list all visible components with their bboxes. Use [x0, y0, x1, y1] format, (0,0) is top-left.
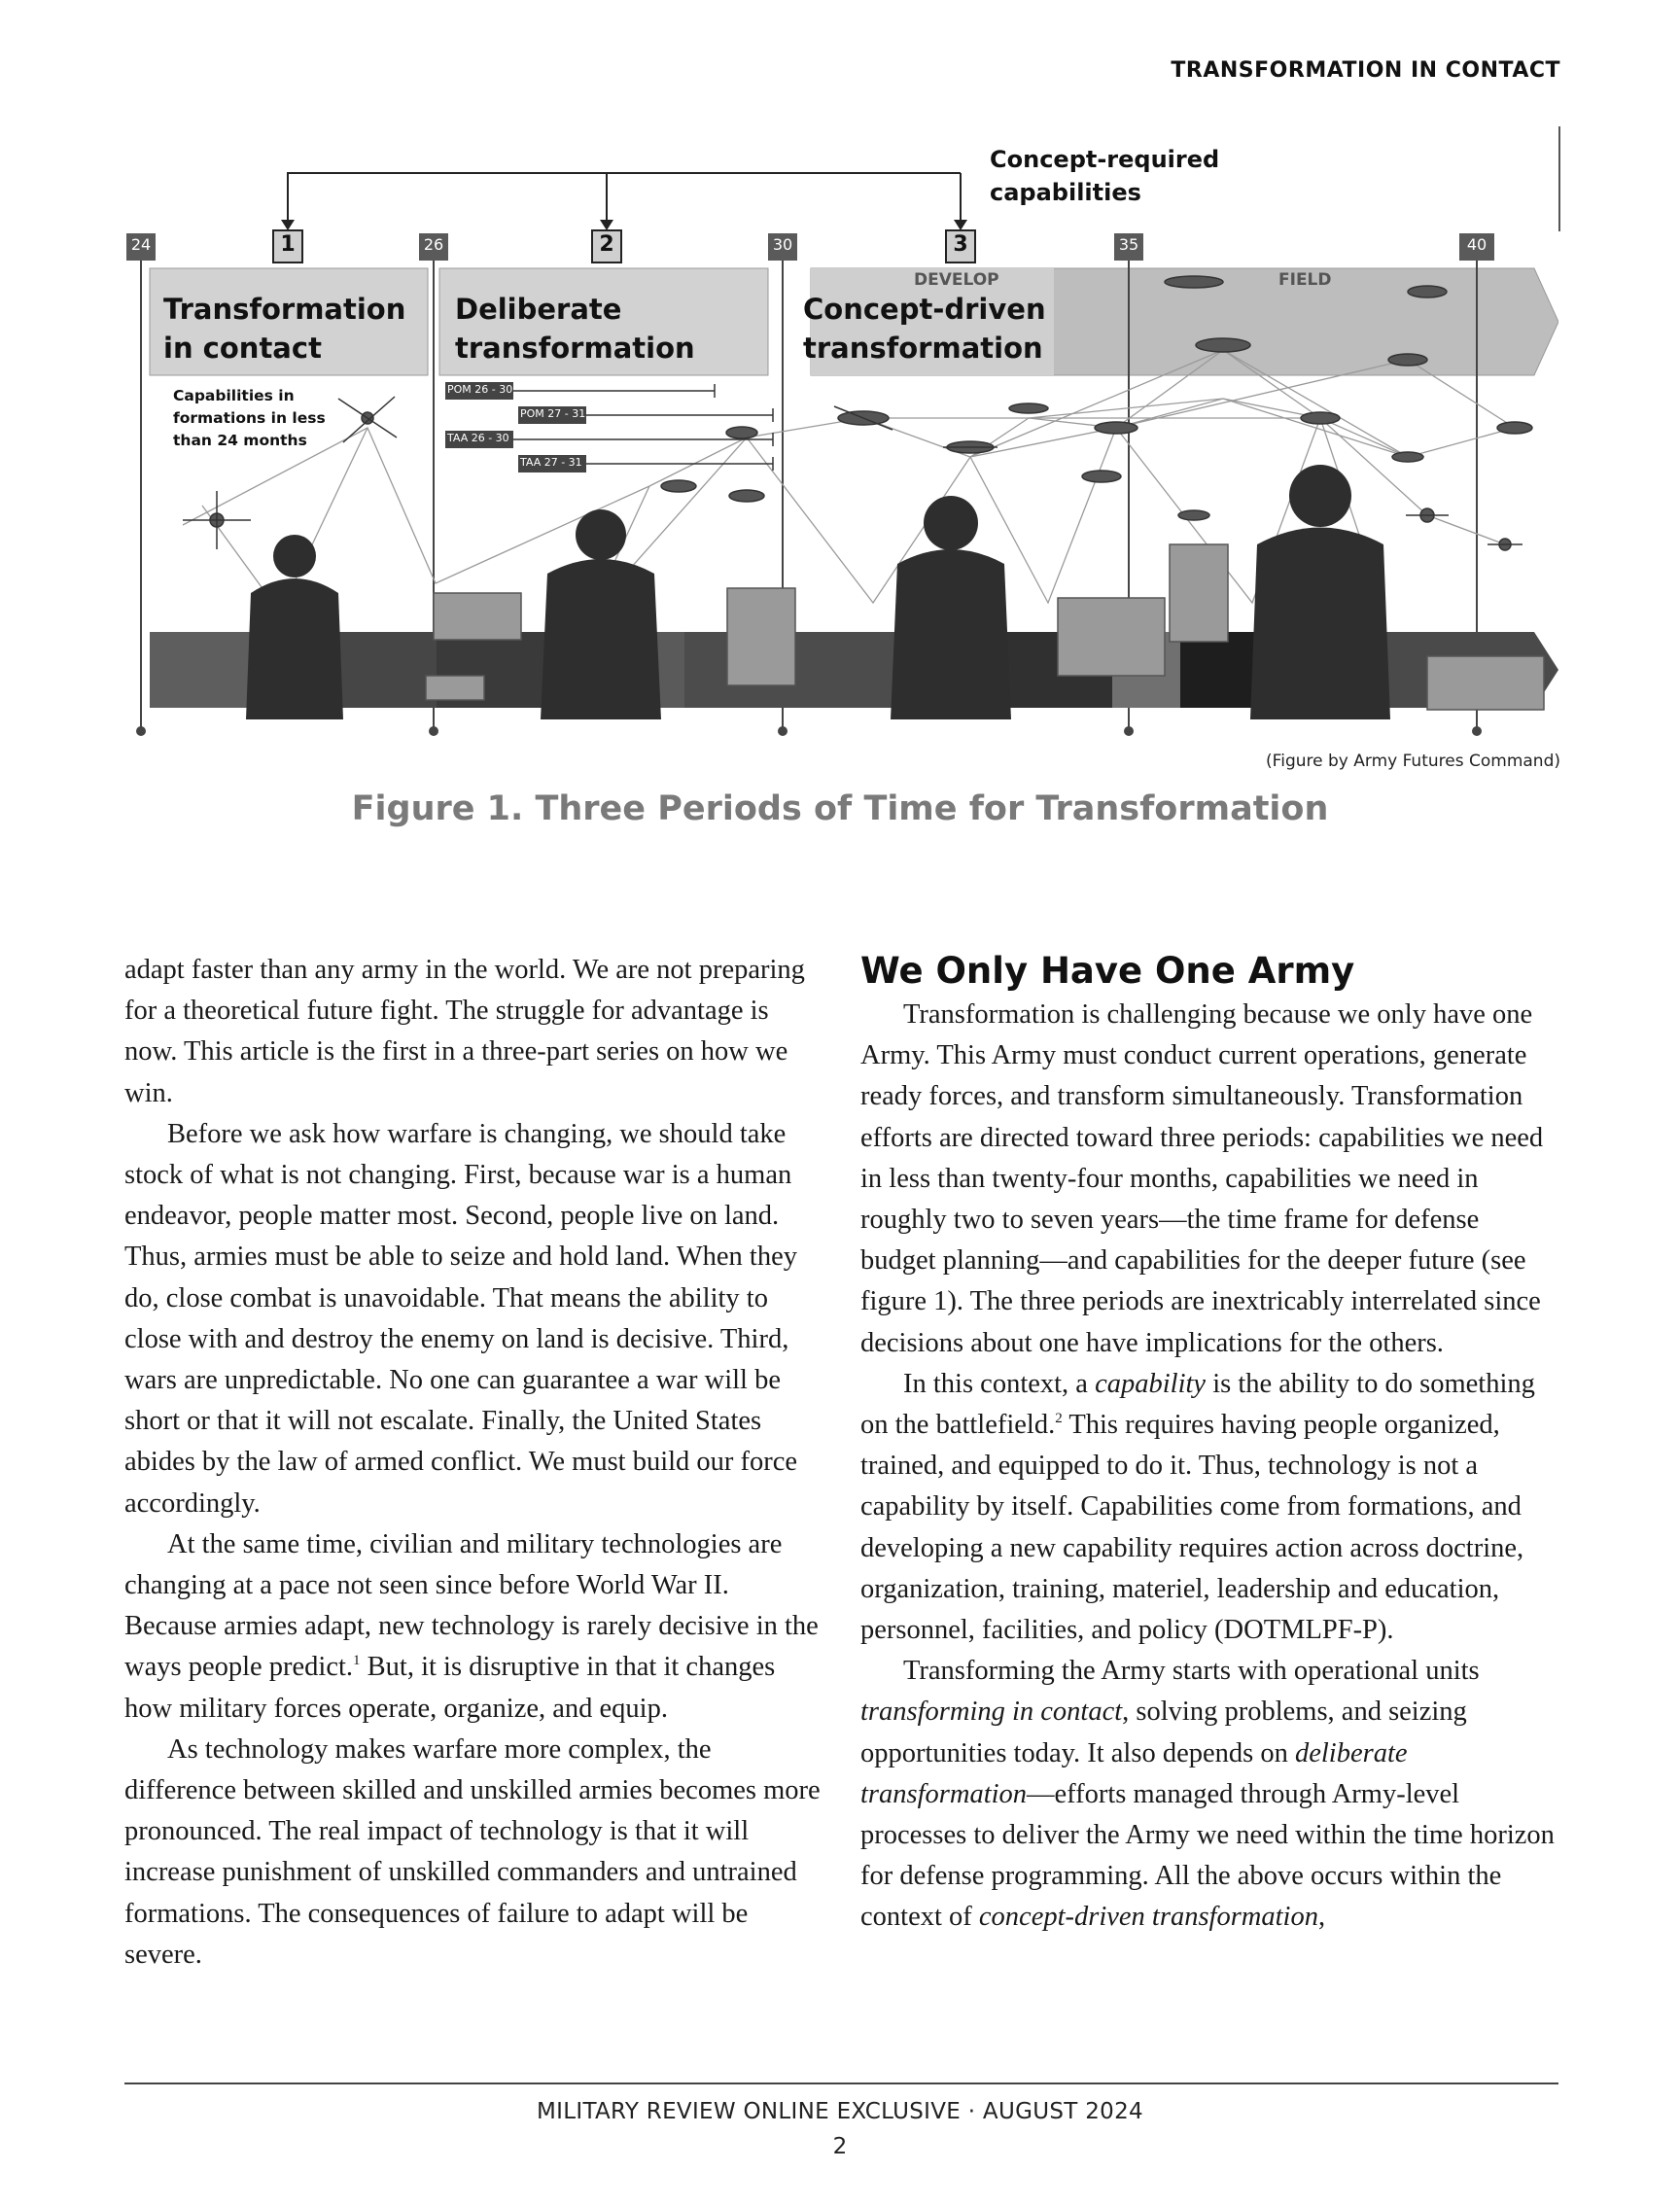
left-paragraph-2: Before we ask how warfare is changing, we should take stock of what is not changing. First, because war is a human endeavor, people matter most. Second, people live on land. Thus, armies must be able to seize and hold land. When they do, close combat is unavoidable. That means the ability to close with and destroy the enemy on land is decisive. Third, wars are unpredictable. No one can guarantee a war will be short or that it will not escalate. Finally, the United States abides by the law of armed conflict. We must build our force accordingly.	[124, 1118, 798, 1519]
year-marker-30: 30	[772, 235, 793, 254]
year-line-dots	[136, 726, 1482, 736]
figure-caption: Figure 1. Three Periods of Time for Transformation	[351, 789, 1329, 828]
program-bar-taa-26-30: TAA 26 - 30	[447, 432, 509, 444]
right-paragraph-3: Transforming the Army starts with operational units transforming in contact, solving problems, and seizing opportunities today. It also depends on deliberate transformation—efforts managed through Army-level processes to deliver the Army we need within the time horizon for defense programming. All the above occurs within the context of concept-driven transformation,	[860, 1656, 1555, 1933]
period-number-1: 1	[280, 232, 296, 257]
footer-rule	[124, 2082, 1558, 2084]
figure-1	[124, 136, 1558, 739]
bracket-arrowheads	[281, 220, 967, 230]
program-bar-taa-27-31: TAA 27 - 31	[520, 456, 582, 469]
program-bar-pom-27-31: POM 27 - 31	[520, 407, 586, 420]
right-paragraph-1: Transformation is challenging because we only have one Army. This Army must conduct current operations, generate ready forces, and transform simultaneously. Transformation efforts are directed toward three periods: capabilities we need in less than twenty-four months, capabilities we need in roughly two to seven years—the time frame for defense budget planning—and capabilities for the deeper future (see figure 1). The three periods are inextricably interrelated since decisions about one have implications for the others.	[860, 999, 1544, 1358]
page-number: 2	[832, 2134, 848, 2159]
period-number-3: 3	[953, 232, 968, 257]
year-marker-35: 35	[1118, 235, 1139, 254]
figure-credit: (Figure by Army Futures Command)	[1266, 752, 1560, 771]
right-column	[860, 950, 1558, 1939]
year-marker-26: 26	[423, 235, 444, 254]
left-column	[124, 950, 822, 1976]
footer-publication: MILITARY REVIEW ONLINE EXCLUSIVE · AUGUST 2024	[537, 2099, 1143, 2124]
running-head: TRANSFORMATION IN CONTACT	[1171, 58, 1560, 83]
year-marker-24: 24	[130, 235, 152, 254]
period-title-concept-driven-transformation: Concept-driven transformation	[803, 293, 1046, 365]
right-paragraph-2: In this context, a capability is the ability to do something on the battlefield.$^2$ This requires having people organized, trained, and equipped to do it. Thus, technology is not a capability by itself. Capabilities come from formations, and developing a new capability requires action across doctrine, organization, training, materiel, leadership and education, personnel, facilities, and policy (DOTMLPF-P).	[860, 1368, 1535, 1646]
footnote-ref-2[interactable]: 2	[1055, 1411, 1063, 1427]
program-bar-pom-26-30: POM 26 - 30	[447, 383, 513, 396]
timeline-graphic	[124, 136, 1558, 739]
period-number-2: 2	[599, 232, 614, 257]
left-paragraph-1: adapt faster than any army in the world. We are not preparing for a theoretical future fight. The struggle for advantage is now. This article is the first in a three-part series on how we win.	[124, 955, 805, 1108]
year-marker-40: 40	[1466, 235, 1488, 254]
left-paragraph-3: At the same time, civilian and military technologies are changing at a pace not seen since before World War II. Because armies adapt, new technology is rarely decisive in the ways people predict.$^1$ But, it is disruptive in that it changes how military forces operate, organize, and equip.	[124, 1528, 819, 1724]
period-number-boxes	[273, 230, 975, 262]
footnote-ref-1[interactable]: 1	[353, 1653, 361, 1669]
left-paragraph-4: As technology makes warfare more complex, the difference between skilled and unskilled armies becomes more pronounced. The real impact of technology is that it will increase punishment of unskilled commanders and untrained formations. The consequences of failure to adapt will be severe.	[124, 1733, 821, 1970]
year-marker-boxes	[126, 233, 1494, 261]
phase-develop-label: DEVELOP	[914, 270, 999, 290]
concept-required-label: Concept-required capabilities	[990, 146, 1220, 206]
period-title-transformation-in-contact: Transformation in contact	[163, 293, 406, 365]
concept-bracket	[288, 173, 961, 222]
section-heading: We Only Have One Army	[860, 950, 1355, 992]
period-title-deliberate-transformation: Deliberate transformation	[455, 293, 695, 365]
phase-field-label: FIELD	[1278, 270, 1332, 290]
margin-rule	[1558, 126, 1560, 231]
capabilities-note: Capabilities in formations in less than 24 months	[173, 387, 326, 449]
